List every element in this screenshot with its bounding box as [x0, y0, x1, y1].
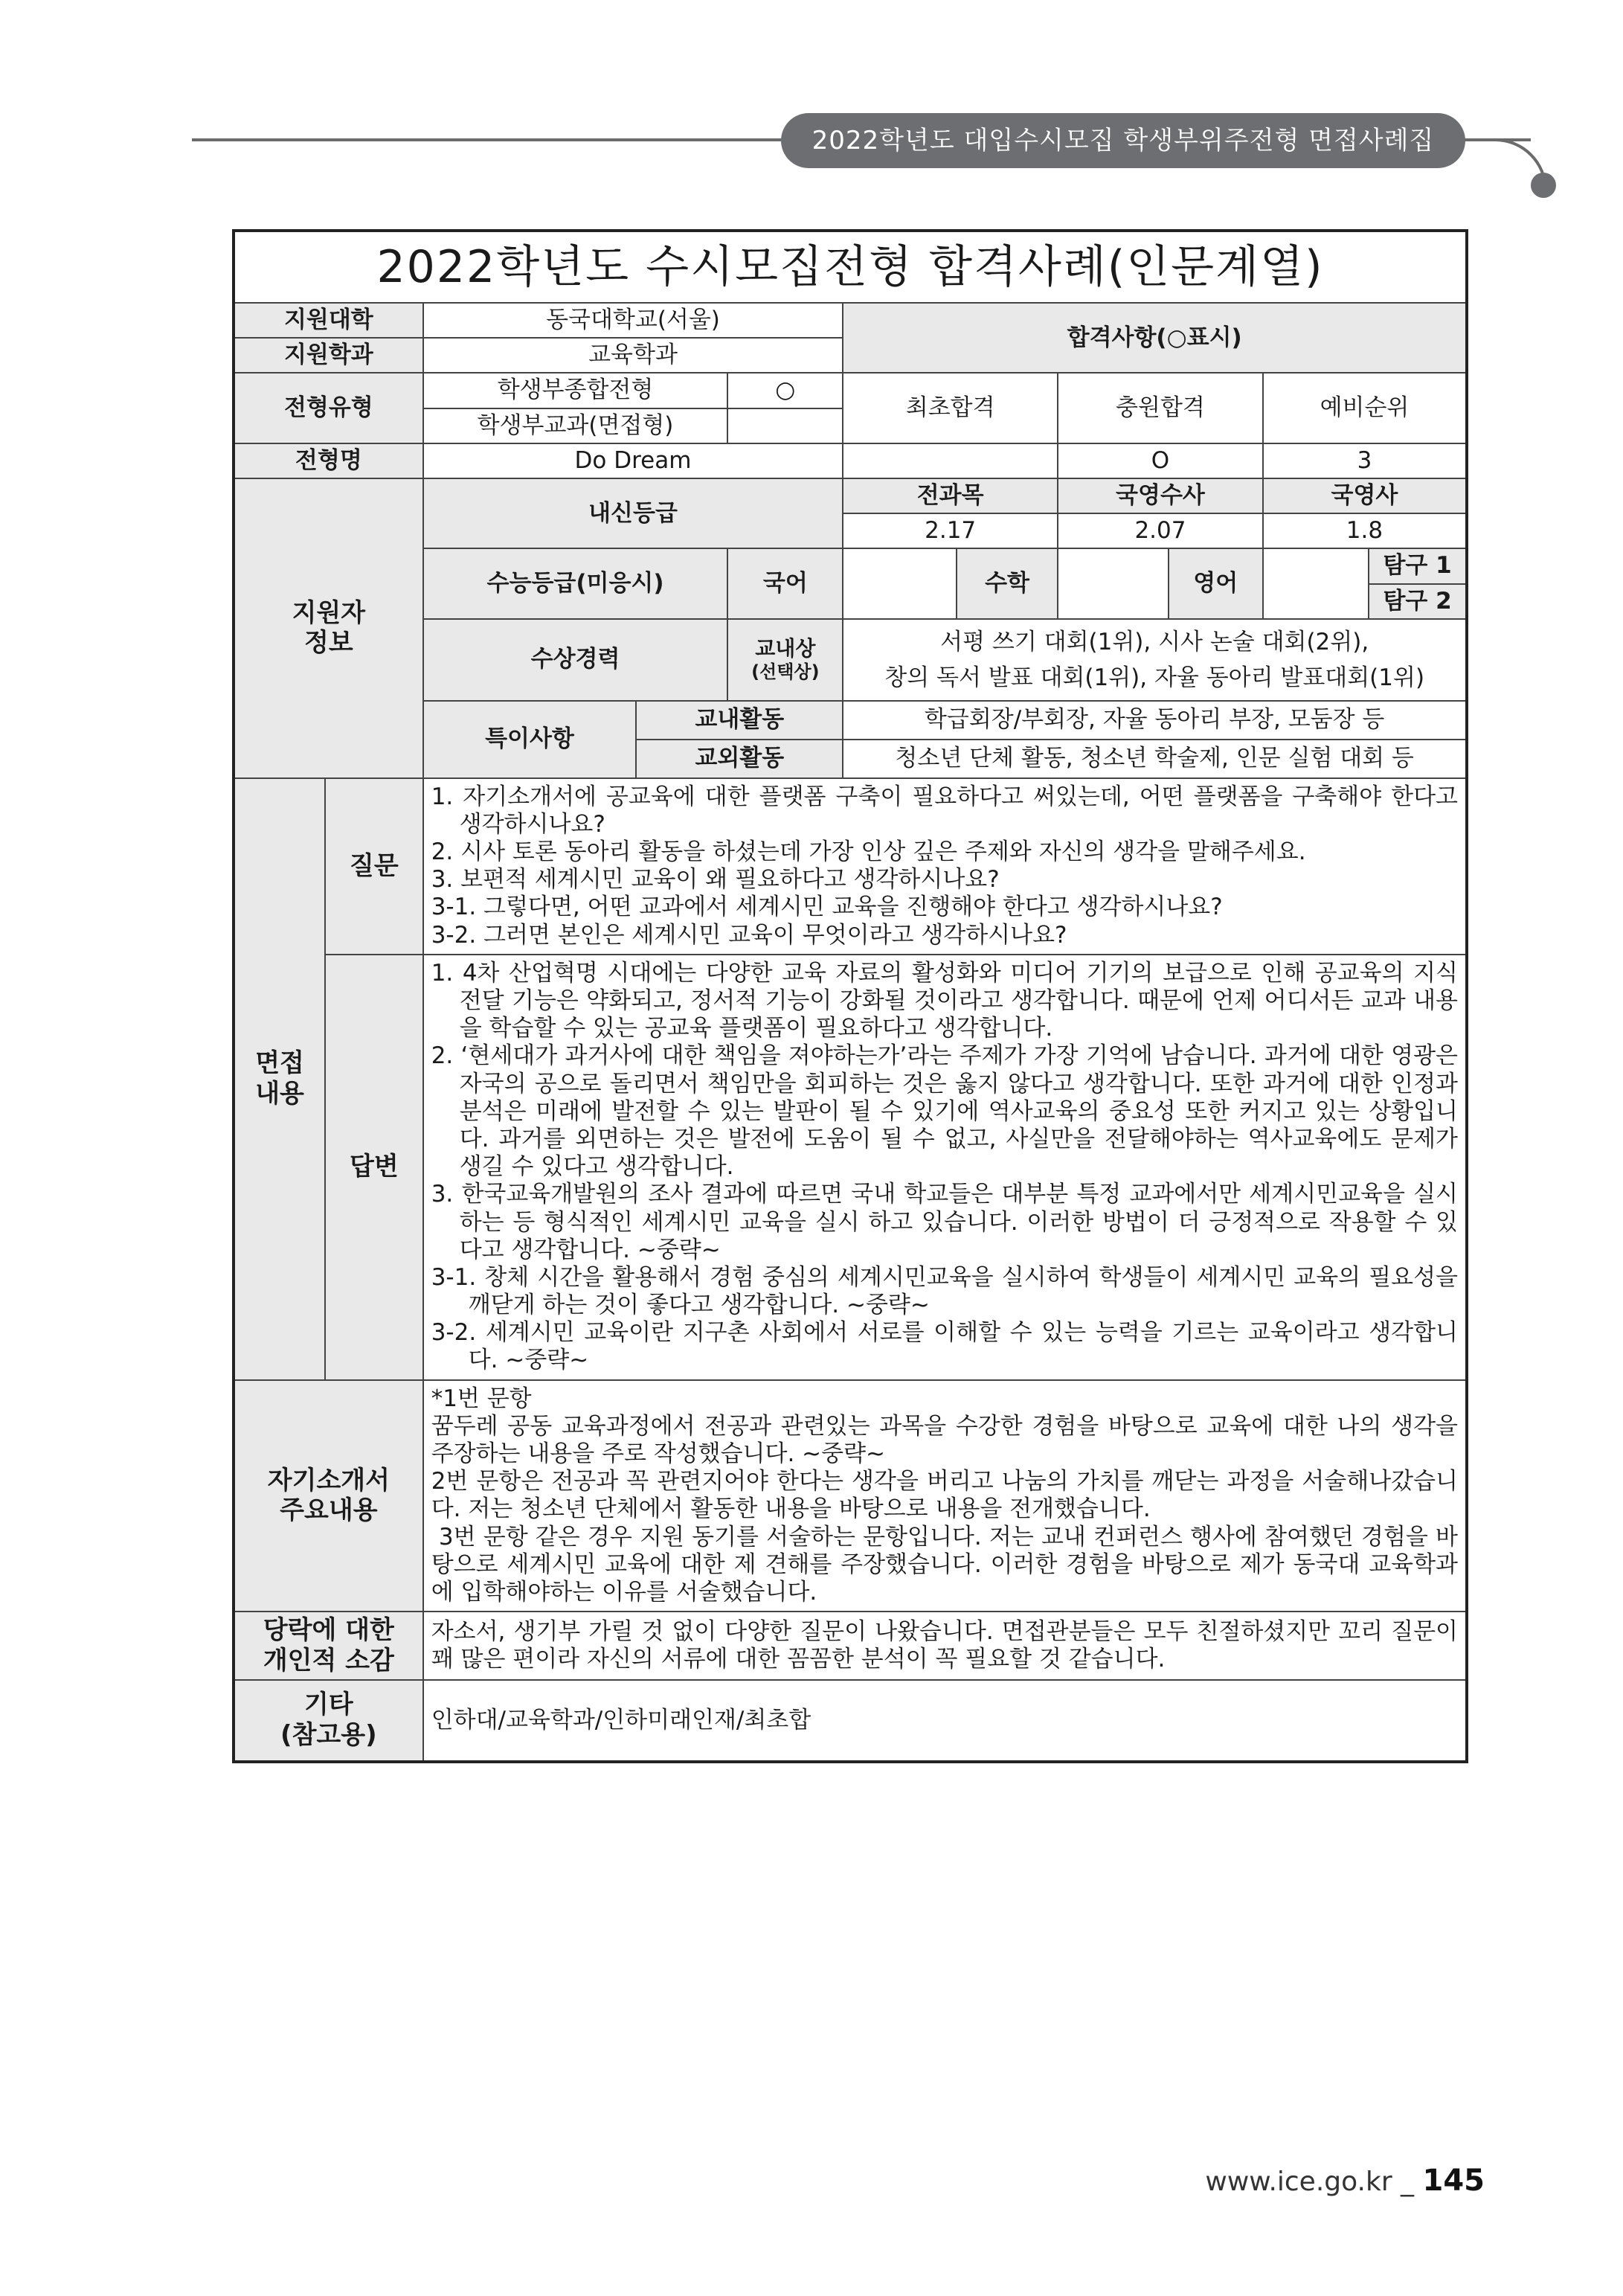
award-line-1: 서평 쓰기 대회(1위), 시사 논술 대회(2위),	[940, 628, 1369, 655]
gpa-header-kems: 국영수사	[1058, 478, 1263, 513]
self-intro-label-1: 자기소개서	[267, 1465, 390, 1495]
footer-site: www.ice.go.kr _	[1205, 2167, 1423, 2197]
etc-text: 인하대/교육학과/인하미래인재/최초합	[423, 1680, 1467, 1762]
answer-list	[423, 955, 1467, 1380]
suneung-korean-label: 국어	[727, 548, 843, 618]
question-item: 2. 시사 토론 동아리 활동을 하셨는데 가장 인상 깊은 주제와 자신의 생각을 말해주세요.	[431, 838, 1306, 866]
page-footer	[1205, 2164, 1485, 2198]
inner-activity-label: 교내활동	[636, 701, 843, 740]
self-intro-label	[234, 1380, 423, 1612]
result-val2: O	[1058, 443, 1263, 478]
answer-item: 3-2. 세계시민 교육이란 지구촌 사회에서 서로를 이해할 수 있는 능력을 기르는 교육이라고 생각합니다. ~중략~	[431, 1319, 1458, 1374]
question-item: 3-2. 그러면 본인은 세계시민 교육이 무엇이라고 생각하시나요?	[431, 921, 1067, 949]
opinion-label	[234, 1612, 423, 1680]
name-value: Do Dream	[423, 443, 843, 478]
result-col2: 충원합격	[1058, 373, 1263, 443]
result-val1	[843, 443, 1058, 478]
gpa-value-all: 2.17	[843, 513, 1058, 548]
type2-value: 학생부교과(면접형)	[423, 408, 728, 443]
dept-label: 지원학과	[234, 338, 423, 373]
tamgu2-label: 탐구 2	[1369, 584, 1467, 619]
self-intro-text	[423, 1380, 1467, 1612]
gpa-value-kes: 1.8	[1263, 513, 1467, 548]
header-dot	[1531, 173, 1556, 198]
award-sub-2: (선택상)	[751, 661, 820, 683]
suneung-math-value	[1058, 548, 1169, 618]
question-item: 3-1. 그렇다면, 어떤 교과에서 세계시민 교육을 진행해야 한다고 생각하시나요?	[431, 894, 1223, 921]
result-header: 합격사항(○표시)	[843, 303, 1467, 373]
type1-mark: ○	[727, 373, 843, 408]
answer-label: 답변	[325, 955, 423, 1380]
award-sub-1: 교내상	[755, 636, 816, 661]
answer-item: 3. 한국교육개발원의 조사 결과에 따르면 국내 학교들은 대부분 특정 교과에서만 세계시민교육을 실시하는 등 형식적인 세계시민 교육을 실시 하고 있습니다. 이러한 방법이 더 긍정적으로 작용할 수 있다고 생각합니다. ~중략~	[431, 1181, 1458, 1263]
self-intro-line: 2번 문항은 전공과 꼭 관련지어야 한다는 생각을 버리고 나눔의 가치를 깨닫는 과정을 서술해나갔습니다. 저는 청소년 단체에서 활동한 내용을 바탕으로 내용을 전개했습니다.	[431, 1468, 1458, 1523]
type1-value: 학생부종합전형	[423, 373, 728, 408]
interview-section-label	[234, 778, 325, 1380]
etc-label-2: (참고용)	[280, 1720, 377, 1751]
answer-item: 3-1. 창체 시간을 활용해서 경험 중심의 세계시민교육을 실시하여 학생들이 세계시민 교육의 필요성을 깨닫게 하는 것이 좋다고 생각합니다. ~중략~	[431, 1263, 1458, 1319]
opinion-label-2: 개인적 소감	[263, 1645, 394, 1675]
self-intro-line: *1번 문항	[431, 1385, 532, 1412]
result-col1: 최초합격	[843, 373, 1058, 443]
answer-item: 2. ‘현세대가 과거사에 대한 책임을 져야하는가’라는 주제가 가장 기억에 남습니다. 과거에 대한 영광은 자국의 공으로 돌리면서 책임만을 회피하는 것은 옳지 않다고 생각합니다. 또한 과거에 대한 인정과 분석은 미래에 발전할 수 있는 발판이 될 수 있기에 역사교육의 중요성 또한 커지고 있는 상황입니다. 과거를 외면하는 것은 발전에 도움이 될 수 없고, 사실만을 전달해야하는 역사교육에도 문제가 생길 수 있다고 생각합니다.	[431, 1042, 1458, 1181]
award-label: 수상경력	[423, 619, 728, 701]
etc-label	[234, 1680, 423, 1762]
inner-activity-value: 학급회장/부회장, 자율 동아리 부장, 모둠장 등	[843, 701, 1467, 740]
applicant-label-1: 지원자	[292, 597, 366, 628]
result-col3: 예비순위	[1263, 373, 1467, 443]
suneung-korean-value	[843, 548, 957, 618]
result-val3: 3	[1263, 443, 1467, 478]
question-list	[423, 778, 1467, 955]
interview-label-1: 면접	[255, 1048, 304, 1079]
type2-mark	[727, 408, 843, 443]
tamgu1-label: 탐구 1	[1369, 548, 1467, 583]
applicant-section-label	[234, 478, 423, 778]
opinion-text: 자소서, 생기부 가릴 것 없이 다양한 질문이 나왔습니다. 면접관분들은 모두 친절하셨지만 꼬리 질문이 꽤 많은 편이라 자신의 서류에 대한 꼼꼼한 분석이 꼭 필요할 것 같습니다.	[423, 1612, 1467, 1680]
self-intro-line: 꿈두레 공동 교육과정에서 전공과 관련있는 과목을 수강한 경험을 바탕으로 교육에 대한 나의 생각을 주장하는 내용을 주로 작성했습니다. ~중략~	[431, 1412, 1458, 1467]
page-number: 145	[1422, 2164, 1485, 2198]
answer-item: 1. 4차 산업혁명 시대에는 다양한 교육 자료의 활성화와 미디어 기기의 보급으로 인해 공교육의 지식 전달 기능은 약화되고, 정서적 기능이 강화될 것이라고 생각합니다. 때문에 언제 어디서든 교과 내용을 학습할 수 있는 공교육 플랫폼이 필요하다고 생각합니다.	[431, 959, 1458, 1042]
suneung-math-label: 수학	[957, 548, 1058, 618]
page-title: 2022학년도 수시모집전형 합격사례(인문계열)	[234, 231, 1467, 303]
gpa-header-kes: 국영사	[1263, 478, 1467, 513]
question-item: 3. 보편적 세계시민 교육이 왜 필요하다고 생각하시나요?	[431, 866, 1000, 894]
dept-value: 교육학과	[423, 338, 843, 373]
suneung-english-value	[1263, 548, 1369, 618]
gpa-value-kems: 2.07	[1058, 513, 1263, 548]
award-sub-label	[727, 619, 843, 701]
gpa-label: 내신등급	[423, 478, 843, 548]
opinion-label-1: 당락에 대한	[263, 1615, 394, 1646]
suneung-label: 수능등급(미응시)	[423, 548, 728, 618]
name-label: 전형명	[234, 443, 423, 478]
self-intro-label-2: 주요내용	[280, 1495, 378, 1526]
type-label: 전형유형	[234, 373, 423, 443]
applicant-label-2: 정보	[304, 628, 353, 658]
self-intro-line: 3번 문항 같은 경우 지원 동기를 서술하는 문항입니다. 저는 교내 컨퍼런스 행사에 참여했던 경험을 바탕으로 세계시민 교육에 대한 제 견해를 주장했습니다. 이러한 경험을 바탕으로 제가 동국대 교육학과에 입학해야하는 이유를 서술했습니다.	[431, 1523, 1459, 1606]
suneung-english-label: 영어	[1169, 548, 1263, 618]
question-item: 1. 자기소개서에 공교육에 대한 플랫폼 구축이 필요하다고 써있는데, 어떤 플랫폼을 구축해야 한다고 생각하시나요?	[431, 783, 1458, 838]
special-label: 특이사항	[423, 701, 637, 778]
header-banner: 2022학년도 대입수시모집 학생부위주전형 면접사례집	[781, 113, 1465, 168]
univ-label: 지원대학	[234, 303, 423, 338]
question-label: 질문	[325, 778, 423, 955]
gpa-header-all: 전과목	[843, 478, 1058, 513]
award-line-2: 창의 독서 발표 대회(1위), 자율 동아리 발표대회(1위)	[884, 664, 1425, 691]
univ-value: 동국대학교(서울)	[423, 303, 843, 338]
award-value	[843, 619, 1467, 701]
etc-label-1: 기타	[304, 1690, 353, 1720]
case-table	[232, 229, 1468, 1763]
outer-activity-label: 교외활동	[636, 740, 843, 778]
interview-label-2: 내용	[255, 1079, 304, 1109]
outer-activity-value: 청소년 단체 활동, 청소년 학술제, 인문 실험 대회 등	[843, 740, 1467, 778]
